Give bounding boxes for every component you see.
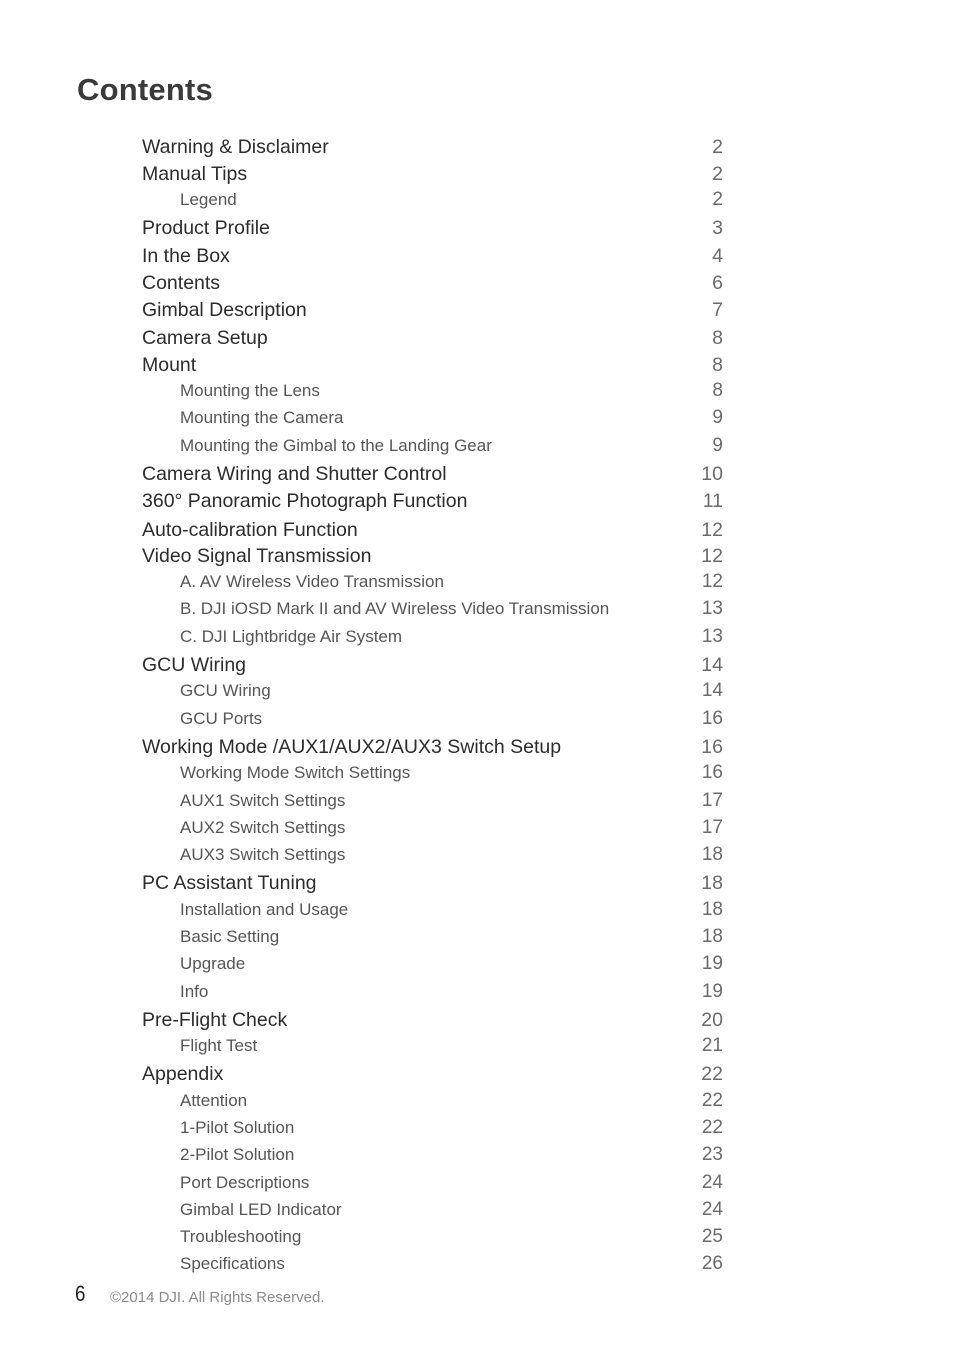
toc-entry[interactable] <box>0 517 954 543</box>
toc-entry-title: Warning & Disclaimer <box>142 136 329 158</box>
toc-entry-title: GCU Wiring <box>142 654 247 676</box>
toc-entry-title: GCU Ports <box>180 709 263 728</box>
toc-entry-title: Port Descriptions <box>180 1173 310 1192</box>
toc-subentry[interactable] <box>0 760 954 786</box>
toc-entry-title: C. DJI Lightbridge Air System <box>180 627 403 646</box>
toc-entry[interactable] <box>0 270 954 296</box>
toc-entry-title: Mount <box>142 354 197 376</box>
toc-entry-title: Product Profile <box>142 217 270 239</box>
toc-entry-page: 21 <box>701 1035 723 1056</box>
toc-subentry[interactable] <box>0 405 954 431</box>
toc-entry-page: 18 <box>701 926 723 947</box>
toc-subentry[interactable] <box>0 187 954 213</box>
toc-subentry[interactable] <box>0 1115 954 1141</box>
toc-entry-page: 19 <box>701 953 723 974</box>
toc-entry-title: AUX3 Switch Settings <box>180 845 346 864</box>
toc-entry-title: Specifications <box>180 1254 285 1273</box>
toc-entry-page: 24 <box>701 1172 723 1193</box>
toc-entry-title: 360° Panoramic Photograph Function <box>142 490 468 512</box>
toc-entry[interactable] <box>0 243 954 269</box>
toc-entry-title: Info <box>180 982 209 1001</box>
toc-entry-title: A. AV Wireless Video Transmission <box>180 572 444 591</box>
toc-entry-page: 18 <box>701 872 723 894</box>
toc-subentry[interactable] <box>0 569 954 595</box>
toc-entry[interactable] <box>0 734 954 760</box>
toc-entry-title: Mounting the Lens <box>180 381 320 400</box>
toc-entry-page: 16 <box>701 736 723 758</box>
toc-entry-page: 8 <box>712 380 723 401</box>
toc-entry-title: Gimbal Description <box>142 299 307 321</box>
toc-entry-page: 2 <box>712 189 723 210</box>
toc-entry-title: 1-Pilot Solution <box>180 1118 295 1137</box>
toc-entry-page: 11 <box>702 490 723 512</box>
toc-entry-page: 22 <box>701 1117 723 1138</box>
toc-subentry[interactable] <box>0 842 954 868</box>
toc-entry-page: 25 <box>701 1226 723 1247</box>
toc-subentry[interactable] <box>0 433 954 459</box>
toc-subentry[interactable] <box>0 951 954 977</box>
toc-subentry[interactable] <box>0 897 954 923</box>
toc-entry-title: Mounting the Gimbal to the Landing Gear <box>180 436 492 455</box>
toc-entry-page: 23 <box>701 1144 723 1165</box>
toc-entry-title: GCU Wiring <box>180 681 271 700</box>
toc-entry-page: 2 <box>712 163 723 185</box>
toc-entry-title: Basic Setting <box>180 927 280 946</box>
toc-entry-title: Mounting the Camera <box>180 408 344 427</box>
toc-entry-title: 2-Pilot Solution <box>180 1145 295 1164</box>
toc-subentry[interactable] <box>0 624 954 650</box>
toc-entry[interactable] <box>0 488 954 514</box>
toc-entry-page: 9 <box>712 407 723 428</box>
toc-entry[interactable] <box>0 652 954 678</box>
toc-subentry[interactable] <box>0 815 954 841</box>
toc-entry-page: 19 <box>701 981 723 1002</box>
toc-entry-title: B. DJI iOSD Mark II and AV Wireless Video Transmission <box>180 599 610 618</box>
toc-entry[interactable] <box>0 1007 954 1033</box>
toc-entry-title: Appendix <box>142 1063 224 1085</box>
toc-entry-page: 2 <box>712 136 723 158</box>
toc-entry-title: Camera Wiring and Shutter Control <box>142 463 447 485</box>
toc-subentry[interactable] <box>0 979 954 1005</box>
toc-entry-title: AUX1 Switch Settings <box>180 791 346 810</box>
toc-subentry[interactable] <box>0 1251 954 1277</box>
toc-entry-page: 22 <box>701 1090 723 1111</box>
toc-subentry[interactable] <box>0 1033 954 1059</box>
toc-entry[interactable] <box>0 461 954 487</box>
toc-entry-title: Working Mode Switch Settings <box>180 763 411 782</box>
toc-entry-page: 22 <box>701 1063 723 1085</box>
toc-subentry[interactable] <box>0 678 954 704</box>
toc-subentry[interactable] <box>0 1224 954 1250</box>
toc-entry-page: 24 <box>701 1199 723 1220</box>
toc-entry-page: 8 <box>712 327 723 349</box>
toc-entry[interactable] <box>0 161 954 187</box>
toc-entry[interactable] <box>0 325 954 351</box>
toc-entry-page: 12 <box>701 545 723 567</box>
toc-entry[interactable] <box>0 1061 954 1087</box>
toc-entry-page: 12 <box>701 519 723 541</box>
toc-entry-title: PC Assistant Tuning <box>142 872 317 894</box>
toc-entry[interactable] <box>0 215 954 241</box>
toc-subentry[interactable] <box>0 1088 954 1114</box>
toc-entry-page: 12 <box>701 571 723 592</box>
toc-entry[interactable] <box>0 352 954 378</box>
toc-entry-page: 18 <box>701 844 723 865</box>
toc-entry-page: 7 <box>712 299 723 321</box>
toc-entry-title: Contents <box>142 272 221 294</box>
toc-entry-page: 14 <box>701 654 723 676</box>
toc-subentry[interactable] <box>0 788 954 814</box>
toc-entry-page: 13 <box>701 598 723 619</box>
toc-entry-title: Working Mode /AUX1/AUX2/AUX3 Switch Setup <box>142 736 562 758</box>
toc-entry-page: 18 <box>701 899 723 920</box>
toc-entry-title: Gimbal LED Indicator <box>180 1200 342 1219</box>
toc-entry-page: 16 <box>701 708 723 729</box>
toc-entry[interactable] <box>0 870 954 896</box>
toc-subentry[interactable] <box>0 596 954 622</box>
toc-subentry[interactable] <box>0 378 954 404</box>
toc-entry[interactable] <box>0 134 954 160</box>
toc-entry-title: Legend <box>180 190 237 209</box>
copyright-notice: ©2014 DJI. All Rights Reserved. <box>110 1289 325 1306</box>
toc-entry-page: 13 <box>701 626 723 647</box>
toc-entry-page: 4 <box>712 245 723 267</box>
toc-entry-title: Installation and Usage <box>180 900 349 919</box>
toc-entry-page: 9 <box>712 435 723 456</box>
toc-subentry[interactable] <box>0 924 954 950</box>
toc-entry-page: 6 <box>712 272 723 294</box>
toc-entry-title: Troubleshooting <box>180 1227 302 1246</box>
toc-entry-page: 3 <box>712 217 723 239</box>
toc-entry-title: Auto-calibration Function <box>142 519 358 541</box>
toc-entry-title: AUX2 Switch Settings <box>180 818 346 837</box>
toc-entry-title: Upgrade <box>180 954 246 973</box>
toc-subentry[interactable] <box>0 706 954 732</box>
toc-entry[interactable] <box>0 297 954 323</box>
toc-entry-page: 8 <box>712 354 723 376</box>
page-number: 6 <box>75 1281 86 1306</box>
toc-entry-page: 16 <box>701 762 723 783</box>
toc-entry-page: 10 <box>701 463 723 485</box>
toc-entry-page: 26 <box>701 1253 723 1274</box>
toc-entry-title: Pre-Flight Check <box>142 1009 288 1031</box>
toc-entry-title: Attention <box>180 1091 248 1110</box>
toc-entry-page: 20 <box>701 1009 723 1031</box>
toc-subentry[interactable] <box>0 1142 954 1168</box>
toc-entry-title: Video Signal Transmission <box>142 545 372 567</box>
toc-entry-page: 17 <box>701 817 723 838</box>
toc-entry-title: Camera Setup <box>142 327 268 349</box>
page-title: Contents <box>77 72 213 107</box>
toc-subentry[interactable] <box>0 1170 954 1196</box>
toc-entry-title: Flight Test <box>180 1036 258 1055</box>
toc-entry-page: 17 <box>701 790 723 811</box>
toc-entry-title: Manual Tips <box>142 163 248 185</box>
toc-entry-page: 14 <box>701 680 723 701</box>
toc-subentry[interactable] <box>0 1197 954 1223</box>
toc-entry[interactable] <box>0 543 954 569</box>
toc-entry-title: In the Box <box>142 245 230 267</box>
